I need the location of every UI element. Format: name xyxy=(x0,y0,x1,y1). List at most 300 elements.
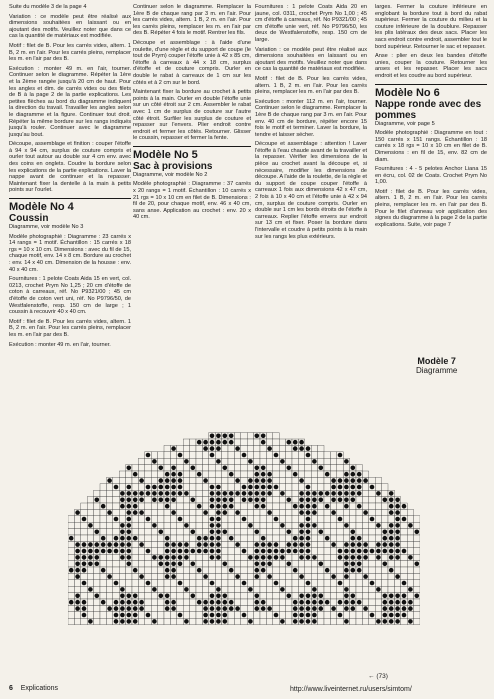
filled-stitch-mark xyxy=(261,440,266,445)
chart-cell xyxy=(196,580,202,586)
chart-cell xyxy=(260,529,266,535)
filled-stitch-mark xyxy=(350,555,355,560)
filled-stitch-mark xyxy=(216,606,221,611)
chart-cell xyxy=(183,567,189,573)
filled-stitch-mark xyxy=(344,523,349,528)
chart-cell xyxy=(87,503,93,509)
model-number: Modèle No 6 xyxy=(375,86,440,99)
filled-stitch-mark xyxy=(165,593,170,598)
filled-stitch-mark xyxy=(274,581,279,586)
filled-stitch-mark xyxy=(171,549,176,554)
chart-cell xyxy=(196,573,202,579)
chart-cell xyxy=(260,593,266,599)
chart-cell xyxy=(318,452,324,458)
chart-cell xyxy=(337,567,343,573)
chart-cell xyxy=(305,458,311,464)
chart-cell xyxy=(164,458,170,464)
chart-cell xyxy=(286,599,292,605)
chart-cell xyxy=(286,580,292,586)
filled-stitch-mark xyxy=(222,497,227,502)
filled-stitch-mark xyxy=(395,497,400,502)
chart-cell xyxy=(286,612,292,618)
chart-cell xyxy=(94,516,100,522)
filled-stitch-mark xyxy=(222,613,227,618)
chart-cell xyxy=(330,554,336,560)
chart-cell xyxy=(228,580,234,586)
chart-cell xyxy=(350,612,356,618)
chart-cell xyxy=(241,509,247,515)
filled-stitch-mark xyxy=(216,600,221,605)
filled-stitch-mark xyxy=(158,593,163,598)
chart-cell xyxy=(414,554,420,560)
chart-cell xyxy=(183,605,189,611)
chart-cell xyxy=(106,561,112,567)
filled-stitch-mark xyxy=(402,504,407,509)
filled-stitch-mark xyxy=(274,453,279,458)
chart-cell xyxy=(145,605,151,611)
filled-stitch-mark xyxy=(318,593,323,598)
filled-stitch-mark xyxy=(293,606,298,611)
filled-stitch-mark xyxy=(402,613,407,618)
chart-cell xyxy=(414,516,420,522)
chart-cell xyxy=(81,522,87,528)
filled-stitch-mark xyxy=(178,472,183,477)
filled-stitch-mark xyxy=(414,561,419,566)
chart-cell xyxy=(151,503,157,509)
chart-cell xyxy=(106,497,112,503)
chart-cell xyxy=(234,497,240,503)
filled-stitch-mark xyxy=(338,613,343,618)
chart-cell xyxy=(375,484,381,490)
chart-cell xyxy=(119,484,125,490)
filled-stitch-mark xyxy=(344,497,349,502)
filled-stitch-mark xyxy=(120,504,125,509)
chart-cell xyxy=(247,567,253,573)
chart-cell xyxy=(190,522,196,528)
filled-stitch-mark xyxy=(88,523,93,528)
chart-cell xyxy=(190,618,196,624)
chart-cell xyxy=(68,561,74,567)
filled-stitch-mark xyxy=(395,613,400,618)
filled-stitch-mark xyxy=(178,453,183,458)
chart-cell xyxy=(273,465,279,471)
filled-stitch-mark xyxy=(165,561,170,566)
filled-stitch-mark xyxy=(229,433,234,438)
filled-stitch-mark xyxy=(293,613,298,618)
chart-cell xyxy=(100,586,106,592)
filled-stitch-mark xyxy=(344,606,349,611)
chart-cell xyxy=(202,490,208,496)
chart-row-count: (73) xyxy=(376,673,388,680)
filled-stitch-mark xyxy=(88,549,93,554)
chart-cell xyxy=(158,471,164,477)
chart-cell xyxy=(170,452,176,458)
filled-stitch-mark xyxy=(139,478,144,483)
chart-cell xyxy=(228,509,234,515)
chart-cell xyxy=(305,573,311,579)
chart-cell xyxy=(119,567,125,573)
filled-stitch-mark xyxy=(126,491,131,496)
chart-cell xyxy=(132,529,138,535)
chart-cell xyxy=(183,503,189,509)
chart-cell xyxy=(87,497,93,503)
filled-stitch-mark xyxy=(235,478,240,483)
filled-stitch-mark xyxy=(254,600,259,605)
text-column-3 xyxy=(255,4,367,243)
filled-stitch-mark xyxy=(312,619,317,624)
filled-stitch-mark xyxy=(82,581,87,586)
chart-cell xyxy=(311,561,317,567)
chart-cell xyxy=(266,433,272,439)
filled-stitch-mark xyxy=(338,453,343,458)
chart-cell xyxy=(177,535,183,541)
chart-cell xyxy=(337,561,343,567)
filled-stitch-mark xyxy=(216,523,221,528)
chart-cell xyxy=(369,509,375,515)
chart-cell xyxy=(132,548,138,554)
chart-cell xyxy=(113,522,119,528)
filled-stitch-mark xyxy=(107,478,112,483)
chart-cell xyxy=(311,580,317,586)
filled-stitch-mark xyxy=(357,542,362,547)
chart-cell xyxy=(414,541,420,547)
chart-cell xyxy=(190,452,196,458)
chart-cell xyxy=(202,567,208,573)
chart-cell xyxy=(177,465,183,471)
chart-cell xyxy=(330,503,336,509)
chart-cell xyxy=(279,580,285,586)
filled-stitch-mark xyxy=(325,568,330,573)
filled-stitch-mark xyxy=(293,472,298,477)
chart-cell xyxy=(266,458,272,464)
filled-stitch-mark xyxy=(299,606,304,611)
chart-cell xyxy=(145,497,151,503)
chart-cell xyxy=(94,509,100,515)
chart-cell xyxy=(74,529,80,535)
filled-stitch-mark xyxy=(280,619,285,624)
chart-cell xyxy=(209,471,215,477)
chart-cell xyxy=(279,567,285,573)
filled-stitch-mark xyxy=(338,555,343,560)
chart-cell xyxy=(234,535,240,541)
chart-cell xyxy=(298,484,304,490)
filled-stitch-mark xyxy=(254,485,259,490)
chart-cell xyxy=(375,497,381,503)
filled-stitch-mark xyxy=(389,549,394,554)
filled-stitch-mark xyxy=(222,593,227,598)
chart-cell xyxy=(100,554,106,560)
chart-cell xyxy=(190,477,196,483)
chart-cell xyxy=(324,458,330,464)
filled-stitch-mark xyxy=(222,504,227,509)
chart-cell xyxy=(126,586,132,592)
filled-stitch-mark xyxy=(261,606,266,611)
chart-cell xyxy=(234,439,240,445)
filled-stitch-mark xyxy=(402,549,407,554)
chart-cell xyxy=(87,535,93,541)
chart-cell xyxy=(145,509,151,515)
filled-stitch-mark xyxy=(312,504,317,509)
chart-cell xyxy=(369,573,375,579)
chart-cell xyxy=(74,522,80,528)
chart-cell xyxy=(330,452,336,458)
chart-cell xyxy=(286,490,292,496)
filled-stitch-mark xyxy=(306,529,311,534)
chart-cell xyxy=(177,458,183,464)
chart-cell xyxy=(68,618,74,624)
chart-cell xyxy=(279,612,285,618)
filled-stitch-mark xyxy=(120,600,125,605)
filled-stitch-mark xyxy=(344,504,349,509)
filled-stitch-mark xyxy=(152,497,157,502)
chart-cell xyxy=(292,529,298,535)
chart-cell xyxy=(286,471,292,477)
diagram-subtitle: Diagramme xyxy=(416,366,458,375)
chart-cell xyxy=(311,567,317,573)
filled-stitch-mark xyxy=(395,606,400,611)
filled-stitch-mark xyxy=(293,504,298,509)
filled-stitch-mark xyxy=(395,549,400,554)
diagram-model-label: Modèle 7 xyxy=(417,356,456,366)
filled-stitch-mark xyxy=(286,549,291,554)
chart-cell xyxy=(286,522,292,528)
filled-stitch-mark xyxy=(338,485,343,490)
chart-cell xyxy=(177,445,183,451)
chart-cell xyxy=(202,516,208,522)
chart-cell xyxy=(234,529,240,535)
paragraph: Continuer selon le diagramme. Remplacer la 1ère B de chaque rang par 3 m. en l'air. Pour les carrés vides, altern. 1 B, 2 m. en l'air. Pour les carrés pleins, remplacer les m. en l'air par des B. Répéter 4 fois le motif. Rentrer les fils. xyxy=(133,4,251,37)
chart-cell xyxy=(151,465,157,471)
chart-cell xyxy=(177,573,183,579)
chart-cell xyxy=(100,516,106,522)
filled-stitch-mark xyxy=(152,587,157,592)
chart-cell xyxy=(158,535,164,541)
chart-cell xyxy=(164,618,170,624)
filled-stitch-mark xyxy=(299,491,304,496)
filled-stitch-mark xyxy=(389,523,394,528)
filled-stitch-mark xyxy=(389,491,394,496)
chart-cell xyxy=(292,484,298,490)
filled-stitch-mark xyxy=(133,606,138,611)
chart-cell xyxy=(286,535,292,541)
chart-cell xyxy=(369,554,375,560)
chart-cell xyxy=(318,580,324,586)
chart-cell xyxy=(183,580,189,586)
chart-cell xyxy=(177,503,183,509)
filled-stitch-mark xyxy=(312,600,317,605)
chart-cell xyxy=(318,567,324,573)
chart-cell xyxy=(234,516,240,522)
chart-cell xyxy=(318,522,324,528)
paragraph: Modèle photographié : Diagramme en tout : 150 carrés x 151 rangs. Échantillon : 18 carrés x 18 rgs = 10 x 10 cm en filet de B. Dimensions : en fil de 15, env. 82 cm de diam. xyxy=(375,130,487,163)
chart-cell xyxy=(234,561,240,567)
chart-cell xyxy=(273,593,279,599)
chart-cell xyxy=(247,445,253,451)
chart-cell xyxy=(254,516,260,522)
chart-cell xyxy=(158,452,164,458)
chart-cell xyxy=(324,586,330,592)
chart-cell xyxy=(209,509,215,515)
paragraph: Modèle photographié : Diagramme : 37 carrés x 20 rangs = 1 motif. Échantillon : 10 carrés x 21 rgs = 10 x 10 cm en filet de B. Dimensions : fil de 20, pour chaque motif, env. 46 x 40 cm, sans anse. Application au crochet : env. 20 x 40 cm. xyxy=(133,181,251,221)
filled-stitch-mark xyxy=(165,574,170,579)
filled-stitch-mark xyxy=(382,561,387,566)
chart-cell xyxy=(138,458,144,464)
chart-cell xyxy=(318,445,324,451)
chart-cell xyxy=(369,586,375,592)
chart-cell xyxy=(196,561,202,567)
filled-stitch-mark xyxy=(184,523,189,528)
chart-cell xyxy=(113,509,119,515)
filled-stitch-mark xyxy=(152,491,157,496)
filled-stitch-mark xyxy=(203,549,208,554)
filled-stitch-mark xyxy=(229,491,234,496)
chart-cell xyxy=(145,529,151,535)
chart-cell xyxy=(260,580,266,586)
filled-stitch-mark xyxy=(254,561,259,566)
chart-cell xyxy=(81,509,87,515)
chart-cell xyxy=(132,554,138,560)
chart-cell xyxy=(369,490,375,496)
chart-cell xyxy=(196,452,202,458)
chart-cell xyxy=(228,548,234,554)
chart-cell xyxy=(190,612,196,618)
chart-cell xyxy=(279,605,285,611)
filled-stitch-mark xyxy=(299,497,304,502)
paragraph: Exécution : monter 49 m. en l'air, tourner. xyxy=(9,341,111,348)
chart-cell xyxy=(254,580,260,586)
chart-cell xyxy=(241,477,247,483)
chart-cell xyxy=(273,567,279,573)
chart-cell xyxy=(228,612,234,618)
filled-stitch-mark xyxy=(222,491,227,496)
chart-cell xyxy=(330,529,336,535)
chart-cell xyxy=(138,548,144,554)
chart-cell xyxy=(222,580,228,586)
chart-cell xyxy=(68,529,74,535)
filled-stitch-mark xyxy=(235,510,240,515)
chart-cell xyxy=(362,567,368,573)
chart-cell xyxy=(241,433,247,439)
chart-cell xyxy=(100,522,106,528)
filled-stitch-mark xyxy=(82,600,87,605)
chart-cell xyxy=(151,548,157,554)
chart-cell xyxy=(266,586,272,592)
paragraph: Découpe et assemblage : à l'aide d'une roulette, d'une règle et du support de coupe (le tout de Prym) couper l'étoffe unie à 42 x 85 cm, l'étoffe à carreaux à 44 x 18 cm, surplus d'étoffe et de couture compris. Ourler en double le rabat à carreaux de 1 cm sur les côtés et à 2 cm sur le bord. xyxy=(133,39,251,86)
chart-cell xyxy=(113,503,119,509)
filled-stitch-mark xyxy=(216,549,221,554)
filled-stitch-mark xyxy=(133,504,138,509)
filled-stitch-mark xyxy=(344,459,349,464)
filled-stitch-mark xyxy=(280,459,285,464)
filled-stitch-mark xyxy=(338,517,343,522)
filled-stitch-mark xyxy=(376,491,381,496)
filled-stitch-mark xyxy=(203,446,208,451)
filled-stitch-mark xyxy=(274,517,279,522)
filled-stitch-mark xyxy=(318,600,323,605)
filled-stitch-mark xyxy=(229,568,234,573)
chart-cell xyxy=(247,465,253,471)
filled-stitch-mark xyxy=(338,549,343,554)
chart-cell xyxy=(113,593,119,599)
filled-stitch-mark xyxy=(274,555,279,560)
chart-cell xyxy=(414,618,420,624)
filled-stitch-mark xyxy=(286,440,291,445)
filled-stitch-mark xyxy=(395,555,400,560)
chart-cell xyxy=(100,497,106,503)
chart-cell xyxy=(190,484,196,490)
filled-stitch-mark xyxy=(306,491,311,496)
chart-cell xyxy=(330,580,336,586)
chart-cell xyxy=(279,465,285,471)
filled-stitch-mark xyxy=(306,606,311,611)
chart-cell xyxy=(87,516,93,522)
chart-cell xyxy=(356,612,362,618)
filled-stitch-mark xyxy=(203,574,208,579)
filled-stitch-mark xyxy=(261,542,266,547)
chart-cell xyxy=(273,599,279,605)
filled-stitch-mark xyxy=(350,472,355,477)
filled-stitch-mark xyxy=(235,542,240,547)
chart-cell xyxy=(305,471,311,477)
filled-stitch-mark xyxy=(312,497,317,502)
text-column-4 xyxy=(375,4,487,231)
chart-cell xyxy=(196,522,202,528)
filled-stitch-mark xyxy=(293,536,298,541)
filled-stitch-mark xyxy=(312,459,317,464)
chart-cell xyxy=(330,612,336,618)
chart-cell xyxy=(369,618,375,624)
filled-stitch-mark xyxy=(312,613,317,618)
filled-stitch-mark xyxy=(101,542,106,547)
filled-stitch-mark xyxy=(165,472,170,477)
filled-stitch-mark xyxy=(75,600,80,605)
chart-cell xyxy=(190,458,196,464)
chart-cell xyxy=(375,593,381,599)
filled-stitch-mark xyxy=(395,523,400,528)
chart-cell xyxy=(202,465,208,471)
chart-cell xyxy=(145,458,151,464)
filled-stitch-mark xyxy=(184,491,189,496)
filled-stitch-mark xyxy=(82,549,87,554)
filled-stitch-mark xyxy=(178,581,183,586)
filled-stitch-mark xyxy=(267,478,272,483)
chart-cell xyxy=(260,522,266,528)
chart-cell xyxy=(106,522,112,528)
chart-cell xyxy=(375,599,381,605)
filled-stitch-mark xyxy=(306,555,311,560)
filled-stitch-mark xyxy=(395,510,400,515)
filled-stitch-mark xyxy=(171,568,176,573)
chart-cell xyxy=(337,471,343,477)
filled-stitch-mark xyxy=(114,600,119,605)
chart-cell xyxy=(260,452,266,458)
filled-stitch-mark xyxy=(344,574,349,579)
filled-stitch-mark xyxy=(395,619,400,624)
filet-crochet-chart xyxy=(68,375,420,680)
filled-stitch-mark xyxy=(357,478,362,483)
paragraph: Découpe et assemblage : attention ! Laver l'étoffe à l'eau chaude avant de la travailler et la repasser. Vérifier les dimensions de la pièce au crochet avant la découpe et, si nécessaire, modifier les dimensions de découpe. A l'aide de la roulette, de la règle et du support de coupe couper l'étoffe à carreaux 1 fois aux dimensions 42 x 47 cm, 2 fois à 10 x 40 cm et l'étoffe unie à 42 x 94 cm, surplus de couture compris. Ourler en double sur 1 cm les bords étroits de l'étoffe à carreaux. Replier l'étoffe envers sur endroit sur 13 cm et fixer. Poser la bordure dans l'intervalle et coudre à petits points à la main sur les rangs les plus extérieurs. xyxy=(255,141,367,240)
chart-cell xyxy=(324,573,330,579)
chart-cell xyxy=(106,503,112,509)
chart-cell xyxy=(119,509,125,515)
chart-cell xyxy=(94,586,100,592)
chart-cell xyxy=(401,561,407,567)
filled-stitch-mark xyxy=(267,574,272,579)
chart-cell xyxy=(87,605,93,611)
chart-cell xyxy=(382,580,388,586)
filled-stitch-mark xyxy=(171,600,176,605)
chart-cell xyxy=(369,535,375,541)
